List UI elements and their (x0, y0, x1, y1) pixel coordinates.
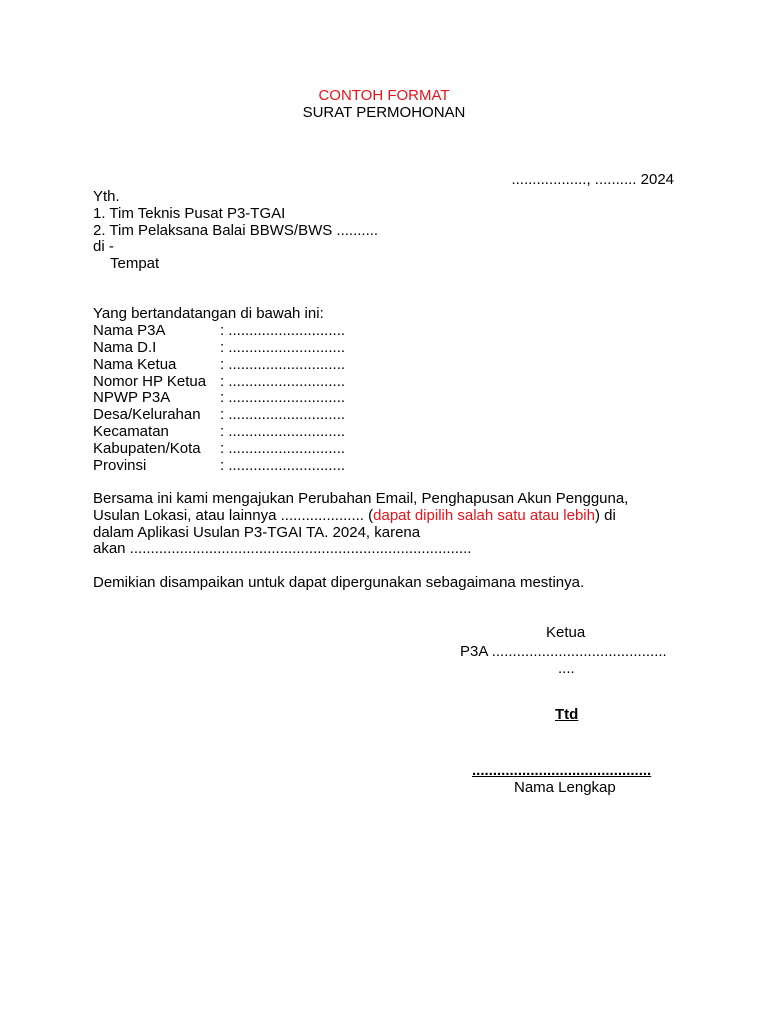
recipient-item-1: 1. Tim Teknis Pusat P3-TGAI (93, 205, 286, 222)
body-line-2 (93, 507, 616, 524)
field-label: Nama Ketua (93, 356, 177, 373)
field-label: Desa/Kelurahan (93, 406, 201, 423)
field-blank: : ............................ (220, 373, 346, 390)
field-blank: : ............................ (220, 356, 346, 373)
body-line-3: dalam Aplikasi Usulan P3-TGAI TA. 2024, karena (93, 524, 421, 541)
recipient-di: di - (93, 238, 114, 255)
identity-intro: Yang bertandatangan di bawah ini: (93, 305, 324, 322)
closing-sentence: Demikian disampaikan untuk dapat dipergunakan sebagaimana mestinya. (93, 574, 585, 591)
body-note-red: dapat dipilih salah satu atau lebih (373, 507, 595, 524)
field-blank: : ............................ (220, 423, 346, 440)
format-label: CONTOH FORMAT (318, 87, 450, 104)
salutation: Yth. (93, 188, 120, 205)
field-blank: : ............................ (220, 389, 346, 406)
signature-org: P3A .......................................... (460, 643, 667, 660)
recipient-item-2: 2. Tim Pelaksana Balai BBWS/BWS .......... (93, 222, 379, 239)
signature-line: ........................................... (472, 762, 652, 779)
signature-org-continued: .... (558, 660, 575, 677)
field-blank: : ............................ (220, 440, 346, 457)
field-label: Provinsi (93, 457, 147, 474)
signature-ttd: Ttd (555, 706, 579, 723)
body-line-2-start: Usulan Lokasi, atau lainnya .................... ( (93, 507, 374, 524)
field-label: Nama D.I (93, 339, 157, 356)
field-blank: : ............................ (220, 406, 346, 423)
field-label: Nomor HP Ketua (93, 373, 207, 390)
body-line-4: akan .................................................................................. (93, 540, 472, 557)
body-line-1: Bersama ini kami mengajukan Perubahan Email, Penghapusan Akun Pengguna, (93, 490, 629, 507)
letter-title: SURAT PERMOHONAN (302, 104, 466, 121)
field-label: Kecamatan (93, 423, 169, 440)
signature-role: Ketua (546, 624, 586, 641)
field-blank: : ............................ (220, 322, 346, 339)
field-blank: : ............................ (220, 339, 346, 356)
field-blank: : ............................ (220, 457, 346, 474)
field-label: Kabupaten/Kota (93, 440, 201, 457)
recipient-place: Tempat (110, 255, 160, 272)
field-label: NPWP P3A (93, 389, 171, 406)
field-label: Nama P3A (93, 322, 166, 339)
date-line: .................., .......... 2024 (511, 171, 674, 188)
body-line-2-end: ) di (594, 507, 616, 524)
signature-name: Nama Lengkap (514, 779, 616, 796)
